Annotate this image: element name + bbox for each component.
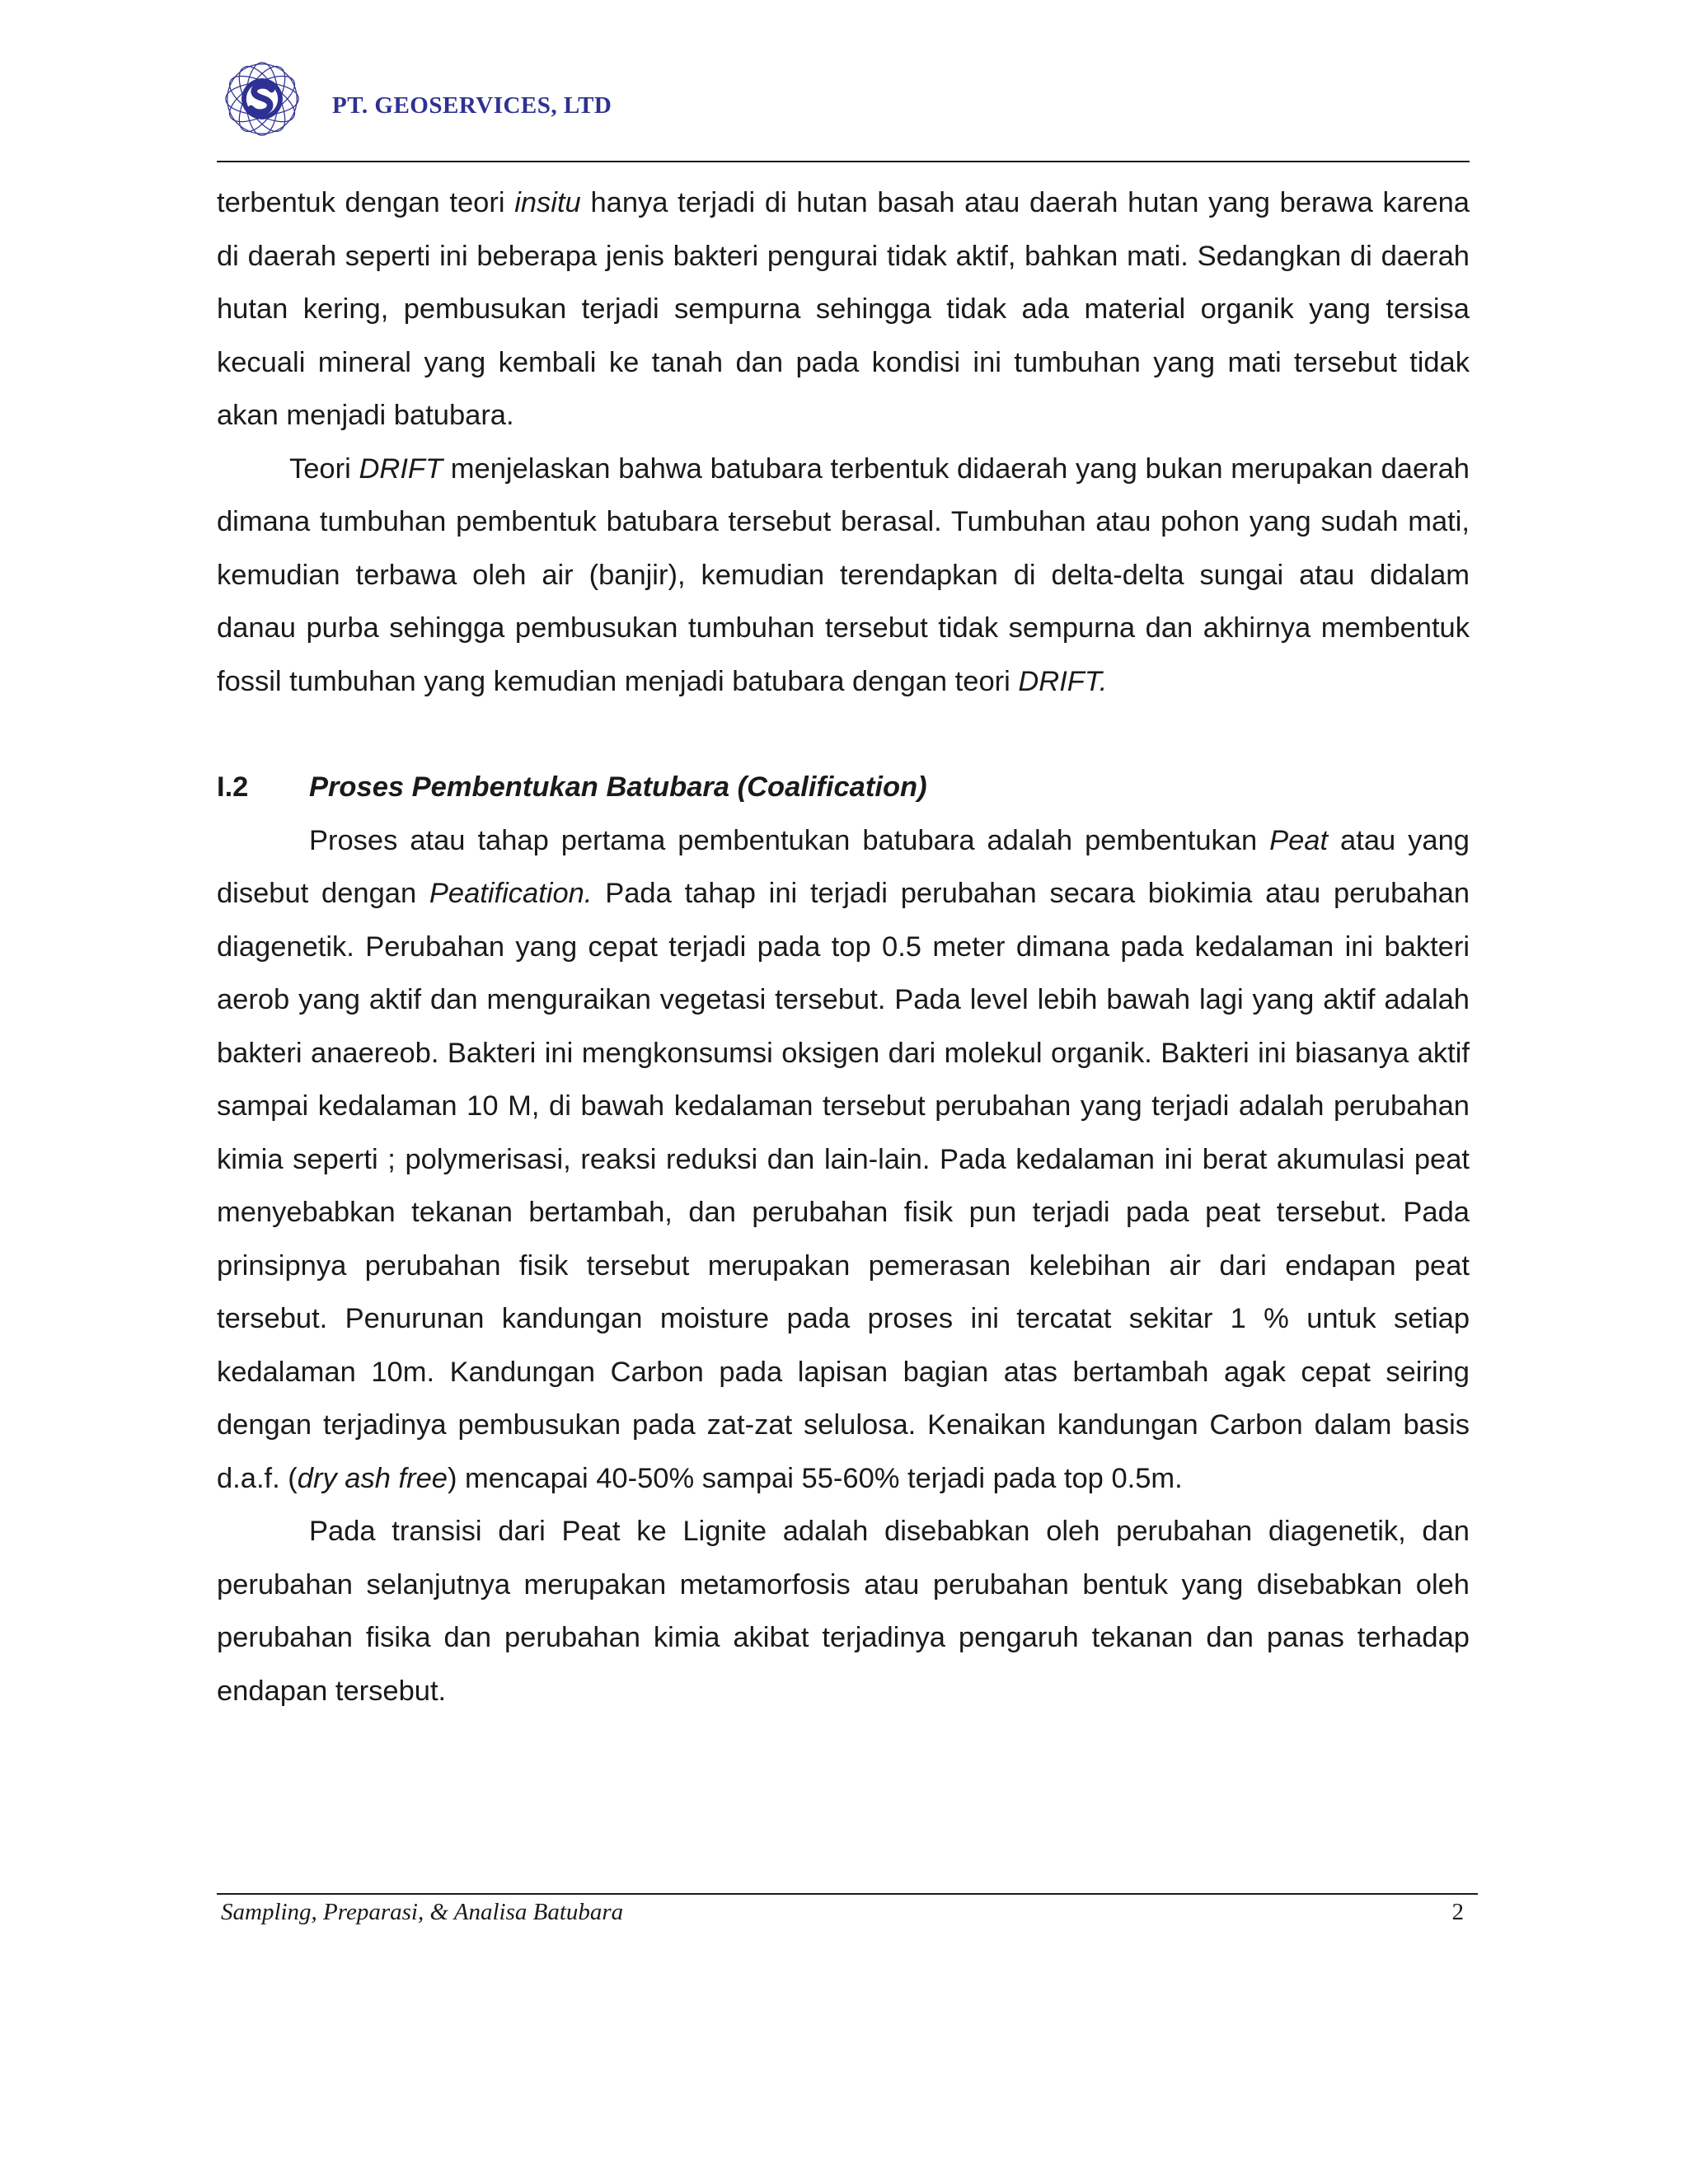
text-run: Teori	[289, 452, 359, 485]
text-run: Pada transisi dari Peat ke Lignite adalah disebabkan oleh perubahan diagenetik, dan perubahan selanjutnya merupakan metamorfosis atau perubahan bentuk yang disebabkan oleh perubahan fisika dan perubahan kimia akibat terjadinya pengaruh tekanan dan panas terhadap endapan tersebut.	[217, 1516, 1470, 1707]
italic-term: DRIFT.	[1018, 665, 1108, 697]
section-number: I.2	[217, 771, 249, 803]
document-body	[217, 176, 1470, 1718]
footer-document-title: Sampling, Preparasi, & Analisa Batubara	[221, 1899, 624, 1925]
italic-term: dry ash free	[297, 1462, 448, 1494]
text-run: terbentuk dengan teori	[217, 187, 515, 218]
geoservices-logo-icon	[223, 59, 302, 138]
page-number: 2	[1451, 1899, 1464, 1925]
text-run: atau yang disebut dengan	[217, 824, 1470, 909]
page-header	[223, 59, 1467, 142]
italic-term: insitu	[514, 187, 581, 218]
section-heading	[217, 761, 1470, 814]
text-run: Pada tahap ini terjadi perubahan secara biokimia atau perubahan diagenetik. Perubahan yang cepat terjadi pada top 0.5 meter dimana pada kedalaman ini bakteri aerob yang aktif dan menguraikan vegetasi tersebut. Pada level lebih bawah lagi yang aktif adalah bakteri anaereob. Bakteri ini mengkonsumsi oksigen dari molekul organik. Bakteri ini biasanya aktif sampai kedalaman 10 M, di bawah kedalaman tersebut perubahan yang terjadi adalah perubahan kimia seperti ; polymerisasi, reaksi reduksi dan lain-lain. Pada kedalaman ini berat akumulasi peat menyebabkan tekanan bertambah, dan perubahan fisik pun terjadi pada peat tersebut. Pada prinsipnya perubahan fisik tersebut merupakan pemerasan kelebihan air dari endapan peat tersebut. Penurunan kandungan moisture pada proses ini tercatat sekitar 1 % untuk setiap kedalaman 10m. Kandungan Carbon pada lapisan bagian atas bertambah agak cepat seiring dengan terjadinya pembusukan pada zat-zat selulosa. Kenaikan kandungan Carbon dalam basis d.a.f. (	[217, 878, 1470, 1494]
paragraph-lignite-transition	[217, 1505, 1470, 1718]
company-name: PT. GEOSERVICES, LTD	[332, 92, 612, 119]
paragraph-gap	[217, 708, 1470, 761]
text-run: Proses atau tahap pertama pembentukan batubara adalah pembentukan	[309, 824, 1270, 856]
paragraph-drift	[217, 443, 1470, 709]
footer-divider	[217, 1893, 1478, 1895]
italic-term: DRIFT	[359, 452, 443, 485]
section-title: Proses Pembentukan Batubara (Coalification)	[309, 771, 927, 803]
text-run: hanya terjadi di hutan basah atau daerah hutan yang berawa karena di daerah seperti ini beberapa jenis bakteri pengurai tidak aktif, bahkan mati. Sedangkan di daerah hutan kering, pembusukan terjadi sempurna sehingga tidak ada material organik yang tersisa kecuali mineral yang kembali ke tanah dan pada kondisi ini tumbuhan yang mati tersebut tidak akan menjadi batubara.	[217, 187, 1470, 431]
paragraph-peatification	[217, 814, 1470, 1506]
italic-term: Peatification.	[429, 878, 593, 909]
page-footer	[221, 1896, 1464, 1929]
italic-term: Peat	[1269, 824, 1329, 856]
text-run: ) mencapai 40-50% sampai 55-60% terjadi pada top 0.5m.	[447, 1462, 1183, 1494]
text-run: menjelaskan bahwa batubara terbentuk didaerah yang bukan merupakan daerah dimana tumbuhan pembentuk batubara tersebut berasal. Tumbuhan atau pohon yang sudah mati, kemudian terbawa oleh air (banjir), kemudian terendapkan di delta-delta sungai atau didalam danau purba sehingga pembusukan tumbuhan tersebut tidak sempurna dan akhirnya membentuk fossil tumbuhan yang kemudian menjadi batubara dengan teori	[217, 452, 1470, 697]
paragraph-insitu	[217, 176, 1470, 443]
header-divider	[217, 161, 1470, 162]
